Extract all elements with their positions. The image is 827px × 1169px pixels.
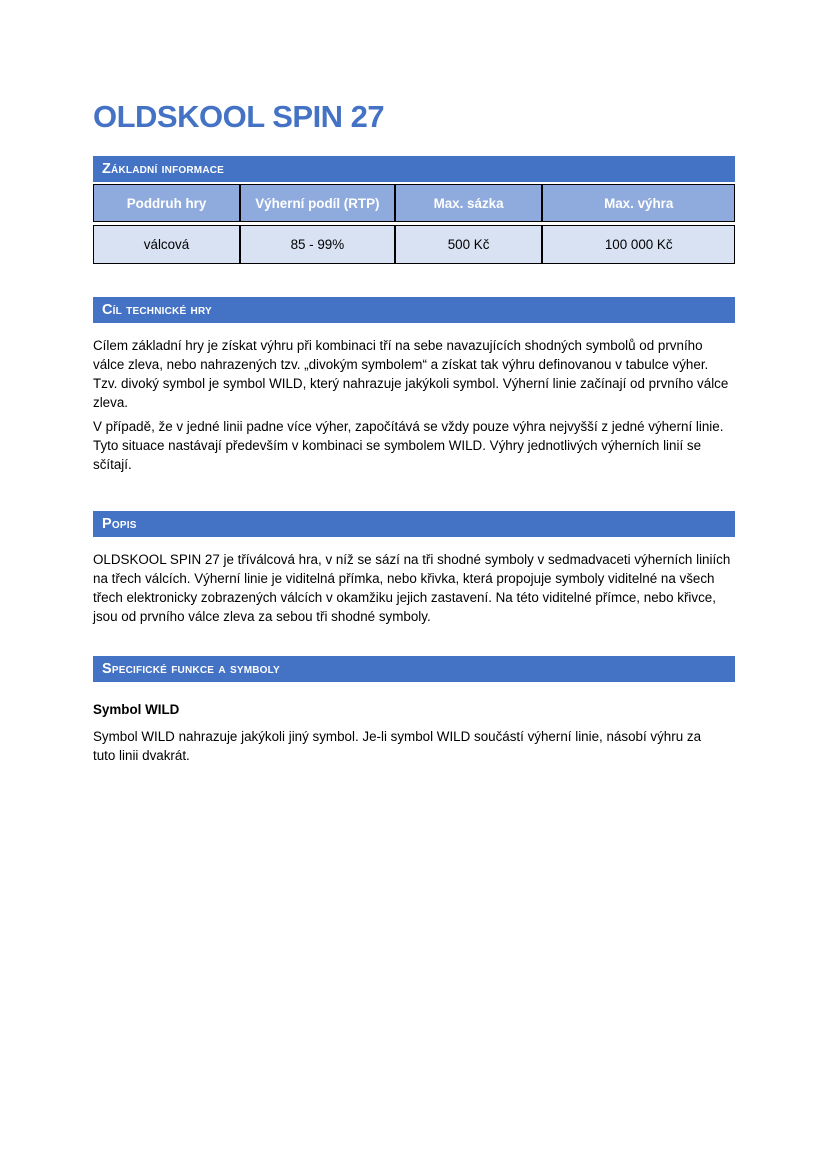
table-cell-max-sazka: 500 Kč [395, 225, 543, 264]
goal-paragraph-2: V případě, že v jedné linii padne více výher, započítává se vždy pouze výhra nejvyšší z jedné výherní linie. Tyto situace nastávají především v kombinaci se symbolem WILD. Výhry jednotlivých výherních linií se sčítají. [93, 419, 724, 472]
page-title: OLDSKOOL SPIN 27 [93, 99, 385, 134]
section-header-description-label: Popis [102, 516, 137, 532]
symbol-wild-paragraph: Symbol WILD nahrazuje jakýkoli jiný symbol. Je-li symbol WILD součástí výherní linie, násobí výhru za tuto linii dvakrát. [93, 729, 702, 763]
section-header-goal [93, 297, 735, 323]
section-header-goal-label: Cíl technické hry [102, 302, 212, 318]
table-cell-poddruh-hry: válcová [93, 225, 240, 264]
basic-info-table [93, 181, 735, 267]
symbol-wild-subheading: Symbol WILD [93, 702, 180, 717]
table-cell-vyherni-podil-rtp: 85 - 99% [240, 225, 395, 264]
section-header-features [93, 656, 735, 682]
table-header-vyherni-podil-rtp: Výherní podíl (RTP) [240, 184, 395, 222]
document-content [93, 0, 735, 765]
table-header-row [93, 184, 735, 222]
table-header-max-vyhra: Max. výhra [542, 184, 735, 222]
section-header-basic-info [93, 156, 735, 182]
table-row [93, 225, 735, 264]
table-cell-max-vyhra: 100 000 Kč [542, 225, 735, 264]
section-header-features-label: Specifické funkce a symboly [102, 661, 280, 677]
description-paragraph: OLDSKOOL SPIN 27 je tříválcová hra, v níž se sází na tři shodné symboly v sedmadvaceti výherních liniích na třech válcích. Výherní linie je viditelná přímka, nebo křivka, která propojuje symboly viditelné na všech třech elektronicky zobrazených válcích v okamžiku jejich zastavení. Na této viditelné přímce, nebo křivce, jsou od prvního válce zleva za sebou tři shodné symboly. [93, 552, 731, 624]
table-header-poddruh-hry: Poddruh hry [93, 184, 240, 222]
goal-paragraph-1: Cílem základní hry je získat výhru při kombinaci tří na sebe navazujících shodných symbolů od prvního válce zleva, nebo nahrazených tzv. „divokým symbolem“ a získat tak výhru definovanou v tabulce výher. Tzv. divoký symbol je symbol WILD, který nahrazuje jakýkoli symbol. Výherní linie začínají od prvního válce zleva. [93, 338, 729, 410]
section-header-basic-info-label: Základní informace [102, 161, 225, 177]
table-header-max-sazka: Max. sázka [395, 184, 543, 222]
section-header-description [93, 511, 735, 537]
